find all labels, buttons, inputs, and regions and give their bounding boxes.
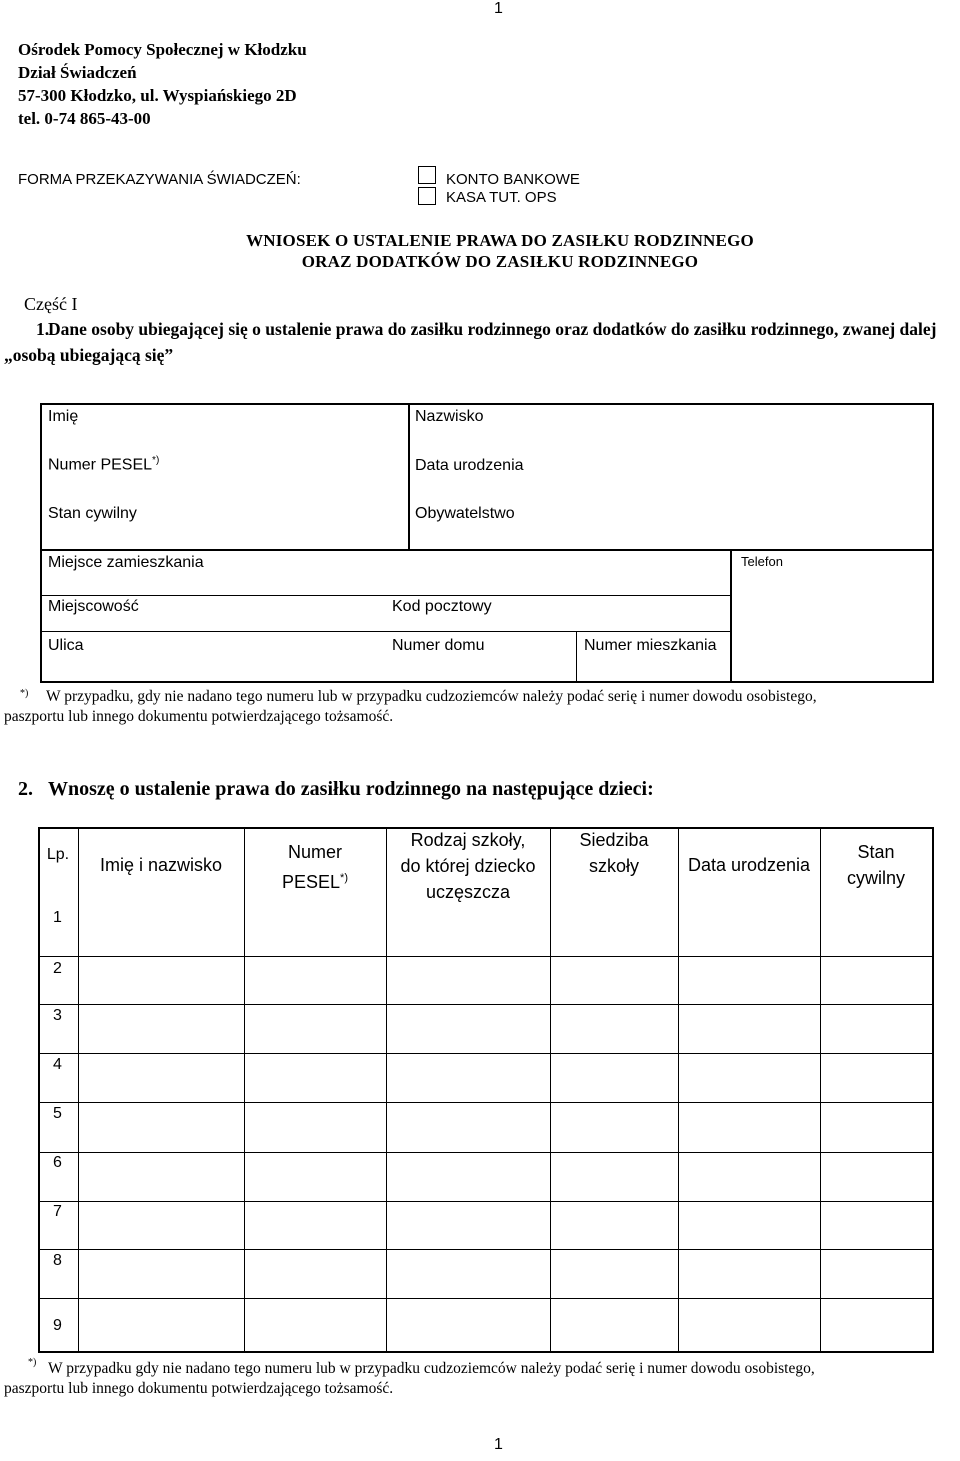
personal-data-grid <box>40 403 934 683</box>
part-label: Część I <box>24 294 78 314</box>
field-pesel-label: Numer PESEL <box>48 456 153 474</box>
col-header-name: Imię i nazwisko <box>99 855 223 875</box>
row-number: 1 <box>53 909 62 926</box>
footnote-1-mark: *) <box>20 688 29 699</box>
col-header-pesel-line-2: PESEL*) <box>282 872 348 892</box>
field-apartment-number[interactable]: Numer mieszkania <box>584 637 717 654</box>
footnote-1-line-2: paszportu lub innego dokumentu potwierdzającego tożsamość. <box>4 708 394 725</box>
option-bank-account-label: KONTO BANKOWE <box>446 171 580 188</box>
row-number: 5 <box>53 1105 62 1122</box>
field-citizenship[interactable]: Obywatelstwo <box>415 505 515 522</box>
institution-header <box>18 38 307 130</box>
field-street[interactable]: Ulica <box>48 637 84 654</box>
row-number: 3 <box>53 1007 62 1024</box>
row-number: 8 <box>53 1252 62 1269</box>
header-line-4: tel. 0-74 865-43-00 <box>18 109 151 128</box>
section-2-number: 2. <box>18 778 33 800</box>
field-pesel[interactable] <box>48 455 159 474</box>
footnote-2-line-2: paszportu lub innego dokumentu potwierdzającego tożsamość. <box>4 1380 394 1397</box>
header-line-1: Ośrodek Pomocy Społecznej w Kłodzku <box>18 40 307 59</box>
field-last-name[interactable]: Nazwisko <box>415 408 484 425</box>
cash-desk-checkbox[interactable] <box>418 187 436 205</box>
col-header-pesel <box>244 839 386 895</box>
header-line-3: 57-300 Kłodzko, ul. Wyspiańskiego 2D <box>18 86 297 105</box>
pesel-footnote-mark: *) <box>152 455 160 466</box>
row-number: 6 <box>53 1154 62 1171</box>
field-residence: Miejsce zamieszkania <box>48 554 204 571</box>
field-marital-status[interactable]: Stan cywilny <box>48 505 137 522</box>
col-header-marital-status-line-2: cywilny <box>846 868 905 888</box>
section-1-heading <box>4 316 960 368</box>
section-2-text: Wnoszę o ustalenie prawa do zasiłku rodzinnego na następujące dzieci: <box>48 778 654 800</box>
page-number-top: 1 <box>494 0 503 17</box>
header-line-2: Dział Świadczeń <box>18 63 137 82</box>
option-cash-desk-label: KASA TUT. OPS <box>446 189 557 206</box>
col-header-school-type-line-1: Rodzaj szkoły, <box>410 830 526 850</box>
field-house-number[interactable]: Numer domu <box>392 637 485 654</box>
field-phone[interactable]: Telefon <box>741 554 783 569</box>
col-header-birth-date: Data urodzenia <box>687 855 811 875</box>
form-title-line-1: WNIOSEK O USTALENIE PRAWA DO ZASIŁKU RODZINNEGO <box>246 231 754 250</box>
field-postal-code[interactable]: Kod pocztowy <box>392 598 492 615</box>
row-number: 4 <box>53 1056 62 1073</box>
col-header-school-seat <box>550 827 678 879</box>
col-header-school-type-line-2: do której dziecko <box>400 856 536 876</box>
col-header-lp: Lp. <box>46 846 70 863</box>
field-birth-date[interactable]: Data urodzenia <box>415 457 524 474</box>
footnote-2-mark: *) <box>28 1357 37 1368</box>
col-header-school-type-line-3: uczęszcza <box>425 882 511 902</box>
form-title-line-2: ORAZ DODATKÓW DO ZASIŁKU RODZINNEGO <box>301 252 699 271</box>
field-city[interactable]: Miejscowość <box>48 598 139 615</box>
col-header-school-seat-line-2: szkoły <box>588 856 639 876</box>
payment-form-label: FORMA PRZEKAZYWANIA ŚWIADCZEŃ: <box>18 171 301 188</box>
row-number: 2 <box>53 960 62 977</box>
section-1-number: 1. <box>36 319 50 339</box>
col-header-marital-status-line-1: Stan <box>857 842 895 862</box>
children-table <box>38 827 934 1353</box>
field-first-name[interactable]: Imię <box>48 408 79 425</box>
col-header-pesel-line-1: Numer <box>287 842 342 862</box>
bank-account-checkbox[interactable] <box>418 166 436 184</box>
row-number: 7 <box>53 1203 62 1220</box>
col-header-school-type <box>386 827 550 905</box>
footnote-1-line-1: W przypadku, gdy nie nadano tego numeru lub w przypadku cudzoziemców należy podać serię i numer dowodu osobistego, <box>46 688 817 705</box>
section-1-text: Dane osoby ubiegającej się o ustalenie prawa do zasiłku rodzinnego oraz dodatków do zasiłku rodzinnego, zwanej dalej „osobą ubiegającą się” <box>4 319 937 365</box>
col-header-school-seat-line-1: Siedziba <box>579 830 649 850</box>
section-2-heading <box>18 778 654 801</box>
row-number: 9 <box>53 1317 62 1334</box>
page-number-bottom: 1 <box>494 1436 503 1453</box>
footnote-2-line-1: W przypadku gdy nie nadano tego numeru lub w przypadku cudzoziemców należy podać serię i numer dowodu osobistego, <box>48 1360 815 1377</box>
col-header-marital-status <box>820 839 932 891</box>
